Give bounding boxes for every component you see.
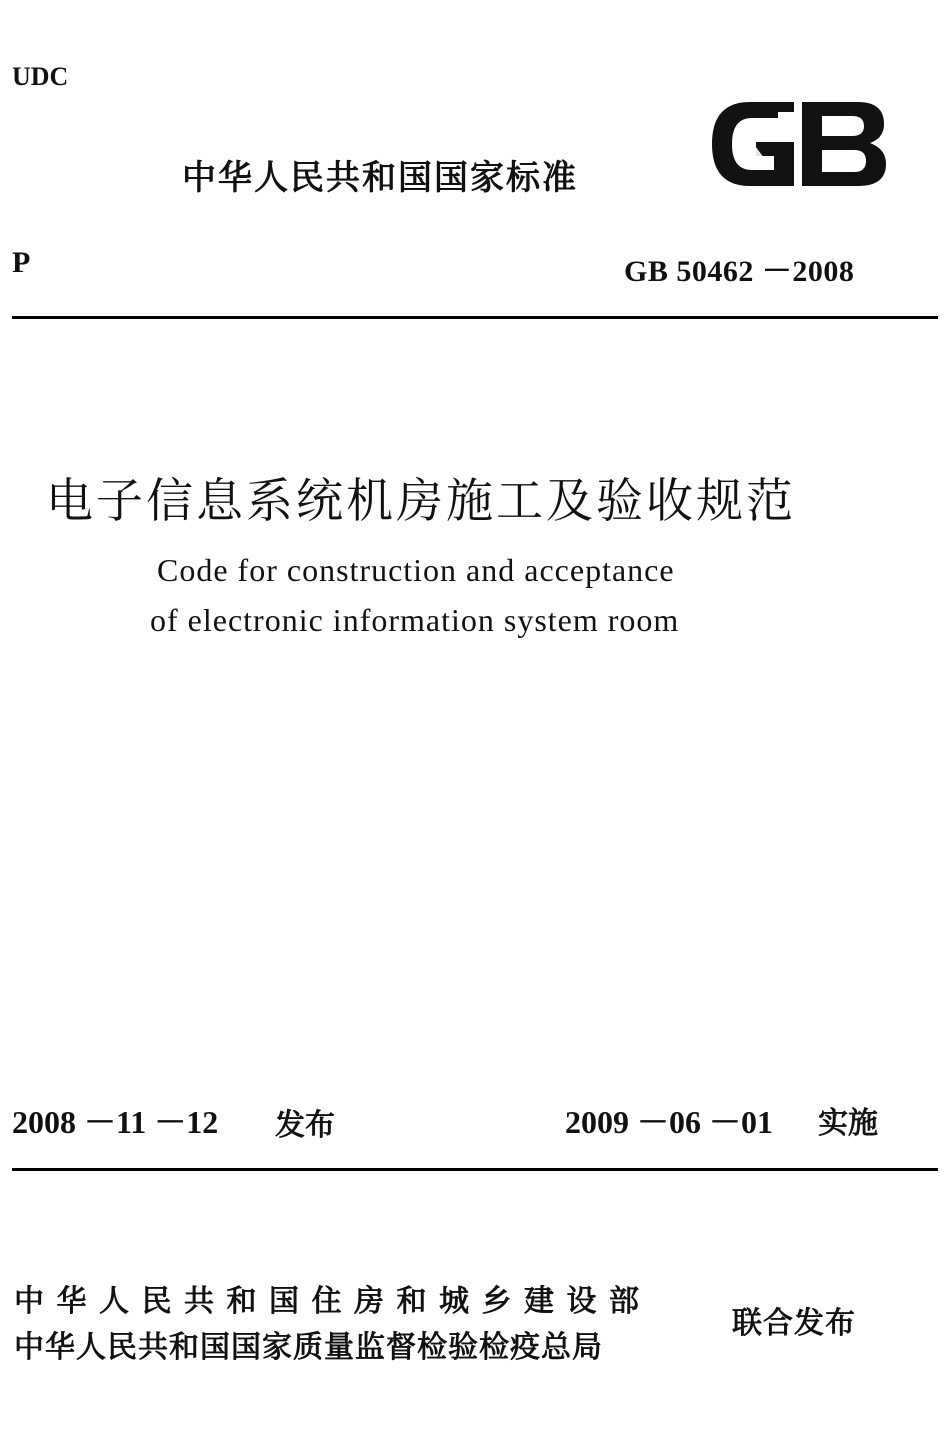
udc-label: UDC (12, 62, 69, 91)
joint-publish-label: 联合发布 (732, 1306, 856, 1341)
title-en-line1: Code for construction and acceptance (157, 552, 675, 588)
publisher-ministry: 中华人民共和国住房和城乡建设部 (14, 1284, 652, 1319)
gb-logo (708, 98, 888, 190)
bottom-divider (12, 1168, 938, 1171)
standard-number: GB 50462 －2008 (624, 255, 855, 288)
implement-date: 2009 －06 －01 (565, 1104, 774, 1140)
implement-label: 实施 (818, 1106, 878, 1141)
issue-label: 发布 (275, 1108, 335, 1143)
title-en-line2: of electronic information system room (150, 602, 680, 638)
title-zh: 电子信息系统机房施工及验收规范 (46, 474, 796, 529)
top-divider (12, 316, 938, 319)
publisher-aqsiq: 中华人民共和国国家质量监督检验检疫总局 (14, 1330, 603, 1365)
standard-title: 中华人民共和国国家标准 (182, 158, 578, 198)
issue-date: 2008 －11 －12 (12, 1104, 219, 1140)
classification-code: P (12, 246, 31, 279)
